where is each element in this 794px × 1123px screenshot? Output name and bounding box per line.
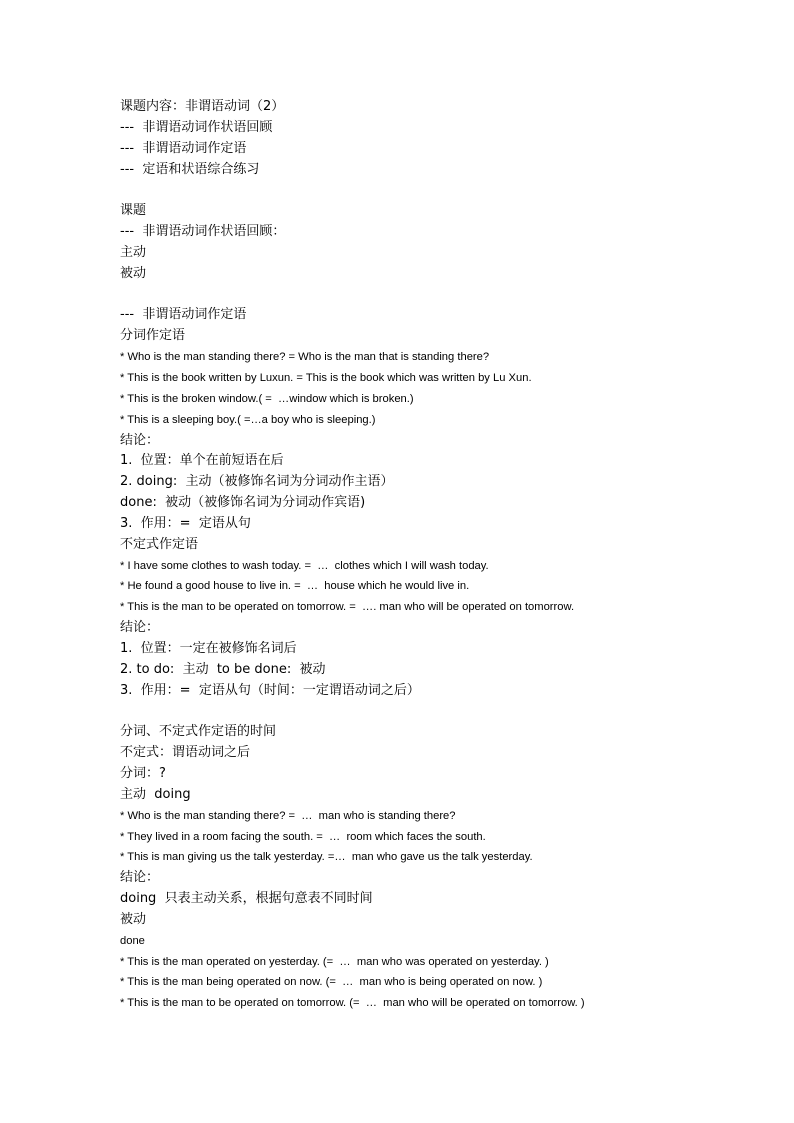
text-line: * This is man giving us the talk yesterday. =… man who gave us the talk yesterday.: [120, 851, 533, 864]
text-line: 不定式：谓语动词之后: [120, 745, 251, 761]
text-line: 分词：?: [120, 766, 166, 781]
text-line: doing 只表主动关系，根据句意表不同时间: [120, 891, 373, 907]
blank-line: [120, 285, 760, 306]
blank-line: [120, 701, 760, 722]
text-line: * This is the book written by Luxun. = This is the book which was written by Lu Xun.: [120, 371, 532, 384]
text-line: * I have some clothes to wash today. = … clothes which I will wash today.: [120, 559, 489, 572]
text-line: * He found a good house to live in. = … house which he would live in.: [120, 580, 470, 593]
text-line: 结论：: [120, 870, 160, 886]
text-line: --- 定语和状语综合练习: [120, 161, 260, 177]
text-line: * This is the broken window.( = …window which is broken.): [120, 392, 414, 405]
text-line: * This is the man to be operated on tomorrow. (= … man who will be operated on tomorrow. ): [120, 997, 585, 1010]
text-line: 不定式作定语: [120, 536, 199, 552]
text-line: 课题: [120, 203, 147, 219]
text-line: 3. 作用：= 定语从句（时间：一定谓语动词之后）: [120, 682, 420, 698]
text-line: --- 非谓语动词作状语回顾：: [120, 224, 286, 240]
text-line: done: [120, 934, 145, 947]
text-line: 2. doing: 主动（被修饰名词为分词动作主语）: [120, 474, 394, 490]
text-line: * This is the man being operated on now. (= … man who is being operated on now. ): [120, 976, 543, 989]
text-line: 结论：: [120, 432, 160, 448]
text-line: --- 非谓语动词作定语: [120, 307, 247, 323]
text-line: * This is a sleeping boy.( =…a boy who is sleeping.): [120, 413, 376, 426]
text-line: done: 被动（被修饰名词为分词动作宾语): [120, 495, 366, 511]
text-line: 3. 作用：= 定语从句: [120, 515, 251, 531]
text-line: * This is the man to be operated on tomorrow. = …. man who will be operated on tomorrow.: [120, 601, 575, 614]
text-line: * They lived in a room facing the south. = … room which faces the south.: [120, 830, 486, 843]
document-page: [120, 97, 760, 1014]
text-line: * This is the man operated on yesterday. (= … man who was operated on yesterday. ): [120, 955, 549, 968]
text-line: 主动: [120, 244, 147, 260]
text-line: 主动 doing: [120, 786, 191, 802]
text-line: 课题内容：非谓语动词（2）: [120, 99, 285, 114]
text-line: 1. 位置：单个在前短语在后: [120, 453, 284, 469]
text-line: 分词、不定式作定语的时间: [120, 724, 277, 740]
text-line: --- 非谓语动词作定语: [120, 140, 247, 156]
text-line: 被动: [120, 265, 147, 281]
text-line: * Who is the man standing there? = Who is the man that is standing there?: [120, 351, 490, 364]
blank-line: [120, 180, 760, 201]
text-line: 1. 位置：一定在被修饰名词后: [120, 640, 297, 656]
text-line: 结论：: [120, 620, 160, 636]
text-line: --- 非谓语动词作状语回顾: [120, 119, 273, 135]
text-line: 分词作定语: [120, 328, 186, 344]
text-line: * Who is the man standing there? = … man who is standing there?: [120, 809, 456, 822]
text-line: 2. to do: 主动 to be done: 被动: [120, 661, 326, 677]
text-line: 被动: [120, 911, 147, 927]
